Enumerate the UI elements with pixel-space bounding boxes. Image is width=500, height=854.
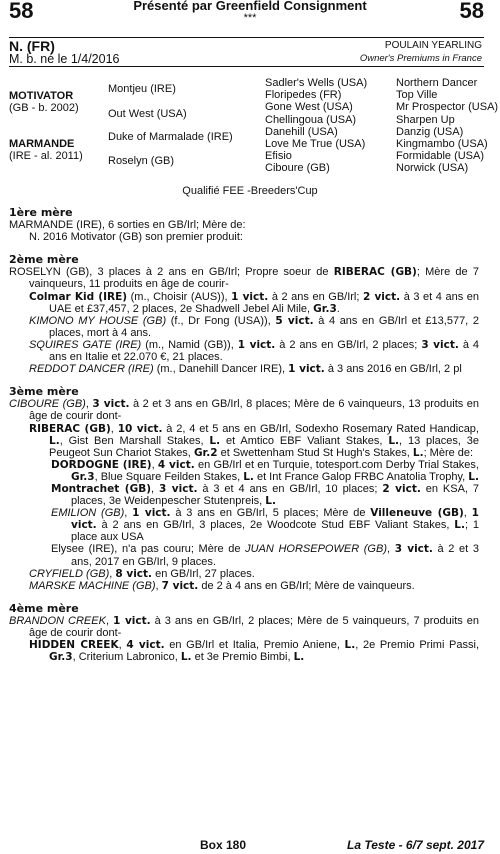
pedigree-gen2-1: Montjeu (IRE) [108,83,176,95]
produce-entry: REDDOT DANCER (IRE) (m., Danehill Dancer IRE), 1 vict. à 3 ans 2016 en GB/Irl, 2 pl [29,363,462,376]
top-rule [9,37,484,38]
pedigree-gen4: Northern Dancer Top Ville Mr Prospector (USA) Sharpen Up Danzig (USA) Kingmambo (USA) Formidable (USA) Norwick (USA) [396,77,499,175]
dam-line: MARMANDE (IRE), 6 sorties en GB/Irl; Mère de: [9,219,246,232]
box-number: Box 180 [200,838,247,852]
pedigree-dam: MARMANDE (IRE - al. 2011) [9,138,83,163]
produce-entry: MARSKE MACHINE (GB), 7 vict. de 2 à 4 ans en GB/Irl; Mère de vainqueurs. [29,579,415,592]
consignor-title: Présenté par Greenfield Consignment [133,0,367,13]
section-heading-4: 4ème mère [9,601,79,615]
header-rule [9,66,484,67]
sex-category: POULAIN YEARLING [384,40,482,51]
lot-number: 58 [9,0,34,23]
produce-line: N. 2016 Motivator (GB) son premier produit: [29,231,243,244]
pedigree-gen2-2: Out West (USA) [108,108,187,120]
horse-description: M. b. né le 1/4/2016 [9,52,120,66]
horse-name: N. (FR) [9,38,55,54]
third-dam-entry: CIBOURE (GB), 3 vict. à 2 et 3 ans en GB/Irl, 8 places; Mère de 6 vainqueurs, 13 produits en âge de courir dont- [9,398,479,423]
produce-entry: Elysee (IRE), n'a pas couru; Mère de JUAN HORSEPOWER (GB), 3 vict. à 2 et 3 ans, 2017 en GB/Irl, 9 places. [51,543,479,568]
produce-entry: Montrachet (GB), 3 vict. à 3 et 4 ans en GB/Irl, 10 places; 2 vict. en KSA, 7 places, 3e Weidenpescher Stutenpreis, L. [51,482,479,508]
produce-entry: CRYFIELD (GB), 8 vict. en GB/Irl, 27 places. [29,567,255,580]
stars: *** [243,12,257,24]
lot-number-right: 58 [459,0,484,23]
produce-entry: HIDDEN CREEK, 4 vict. en GB/Irl et Italia, Premio Aniene, L., 2e Premio Primi Passi, Gr.3, Criterium Labronico, L. et 3e Premio Bimbi, L. [29,639,480,664]
qualification-note: Qualifié FEE -Breeders'Cup [182,185,318,197]
pedigree-gen2-3: Duke of Marmalade (IRE) [108,131,233,143]
pedigree-sire: MOTIVATOR (GB - b. 2002) [9,90,79,115]
produce-entry: RIBERAC (GB), 10 vict. à 2, 4 et 5 ans en GB/Irl, Sodexho Rosemary Rated Handicap, L., Gist Ben Marshall Stakes, L. et Amtico EBF Valiant Stakes, L., 13 places, 3e Peugeot Sun Chariot Stakes, Gr.2 et Swettenham Stud St Hugh's Stakes, L.; Mère de: [29,422,479,459]
produce-entry: KIMONO MY HOUSE (GB) (f., Dr Fong (USA)), 5 vict. à 4 ans en GB/Irl et £13,577, 2 places, mort à 4 ans. [29,314,479,339]
catalogue-body [9,207,479,663]
premiums-note: Owner's Premiums in France [359,53,482,64]
produce-entry: DORDOGNE (IRE), 4 vict. en GB/Irl et en Turquie, totesport.com Derby Trial Stakes, Gr.3, Blue Square Feilden Stakes, L. et Int France Galop FRBC Anatolia Trophy, L. [51,458,479,483]
second-dam-entry: ROSELYN (GB), 3 places à 2 ans en GB/Irl; Propre soeur de RIBERAC (GB); Mère de 7 vainqueurs, 11 produits en âge de courir- [9,266,479,291]
sale-venue-date: La Teste - 6/7 sept. 2017 [347,838,484,852]
produce-entry: SQUIRES GATE (IRE) (m., Namid (GB)), 1 vict. à 2 ans en GB/Irl, 2 places; 3 vict. à 4 ans en Italie et 22.070 €, 21 places. [29,338,480,364]
produce-entry: EMILION (GB), 1 vict. à 3 ans en GB/Irl, 5 places; Mère de Villeneuve (GB), 1 vict. à 2 ans en GB/Irl, 3 places, 2e Woodcote Stud EBF Valiant Stakes, L.; 1 place aux USA [51,507,480,544]
section-heading-1: 1ère mère [9,206,73,219]
pedigree-gen2-4: Roselyn (GB) [108,155,175,167]
fourth-dam-entry: BRANDON CREEK, 1 vict. à 3 ans en GB/Irl, 2 places; Mère de 5 vainqueurs, 7 produits en âge de courir dont- [9,614,479,639]
produce-entry: Colmar Kid (IRE) (m., Choisir (AUS)), 1 vict. à 2 ans en GB/Irl; 2 vict. à 3 et 4 ans en UAE et £37,457, 2 places, 2e Shadwell Jebel Ali Mile, Gr.3. [29,290,479,315]
section-heading-2: 2ème mère [9,253,79,267]
section-heading-3: 3ème mère [9,385,79,399]
pedigree-gen3: Sadler's Wells (USA) Floripedes (FR) Gone West (USA) Chellingoua (USA) Danehill (USA) Love Me True (USA) Efisio Ciboure (GB) [265,77,368,175]
